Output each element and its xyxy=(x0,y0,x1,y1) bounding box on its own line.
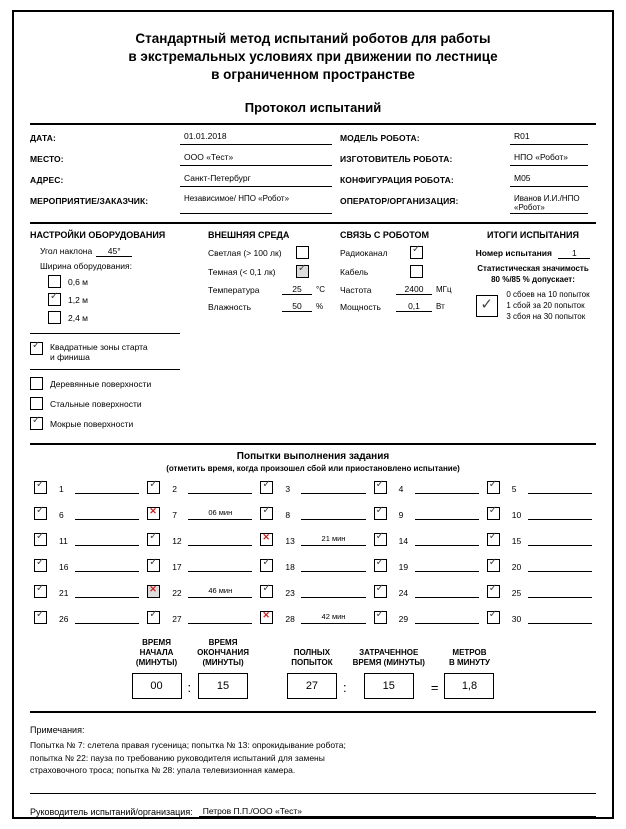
checkbox-icon[interactable] xyxy=(34,611,47,624)
attempt-number: 15 xyxy=(511,536,522,546)
attempt-note[interactable] xyxy=(75,508,139,520)
attempt-note[interactable] xyxy=(415,534,479,546)
attempt-item[interactable] xyxy=(34,507,139,520)
attempt-item[interactable] xyxy=(374,507,479,520)
checkbox-icon[interactable] xyxy=(260,533,273,546)
title-line-2: в экстремальных условиях при движении по лестнице xyxy=(128,49,498,64)
attempts-subtitle: (отметить время, когда произошел сбой или приостановлено испытание) xyxy=(166,464,460,473)
page-subtitle: Протокол испытаний xyxy=(244,100,382,115)
attempt-note[interactable] xyxy=(188,560,252,572)
attempt-note[interactable] xyxy=(188,612,252,624)
elapsed-time-cell xyxy=(353,648,425,699)
attempt-item[interactable] xyxy=(260,585,365,598)
comms-frequency-label: Частота xyxy=(340,284,372,295)
significance-line-2: 80 %/85 % допускает: xyxy=(491,275,575,284)
significance-option-1: 1 сбой за 20 попыток xyxy=(506,301,585,310)
attempt-note[interactable] xyxy=(528,560,592,572)
place-label: МЕСТО: xyxy=(30,154,64,164)
surface-divider xyxy=(30,369,180,370)
settings-columns xyxy=(30,230,596,437)
surface-wet[interactable] xyxy=(30,417,208,430)
checkbox-icon[interactable] xyxy=(260,611,273,624)
rate-value[interactable]: 1,8 xyxy=(444,673,494,699)
notes-line-3: страховочного троса; попытка № 28: упала телевизионная камера. xyxy=(30,765,296,775)
divider-footer xyxy=(30,793,596,794)
attempt-item[interactable] xyxy=(34,533,139,546)
equipment-heading: НАСТРОЙКИ ОБОРУДОВАНИЯ xyxy=(30,230,166,240)
attempt-number: 23 xyxy=(285,588,295,598)
width-option-label: 1,2 м xyxy=(68,294,89,305)
checkbox-icon[interactable] xyxy=(410,246,423,259)
config-label: КОНФИГУРАЦИЯ РОБОТА: xyxy=(340,175,454,185)
checkbox-icon[interactable] xyxy=(260,481,273,494)
comms-column xyxy=(340,230,470,437)
checkbox-icon[interactable] xyxy=(260,559,273,572)
comms-radio-label: Радиоканал xyxy=(340,247,388,258)
attempt-note[interactable] xyxy=(75,586,139,598)
signature-row xyxy=(30,806,596,817)
attempt-item[interactable] xyxy=(34,559,139,572)
attempt-number: 27 xyxy=(172,614,182,624)
surface-start-finish[interactable] xyxy=(30,342,208,362)
totals-row xyxy=(30,638,596,699)
checkbox-icon[interactable] xyxy=(296,265,309,278)
attempt-number: 28 xyxy=(285,614,295,624)
checkbox-icon[interactable] xyxy=(147,507,160,520)
attempt-number: 4 xyxy=(398,484,404,494)
attempt-number: 21 xyxy=(59,588,69,598)
attempt-note[interactable] xyxy=(301,482,365,494)
attempt-item[interactable] xyxy=(260,481,365,494)
attempt-number: 6 xyxy=(59,510,64,520)
start-time-value[interactable]: 00 xyxy=(132,673,182,699)
checkbox-icon[interactable] xyxy=(48,293,61,306)
attempt-item[interactable] xyxy=(374,611,479,624)
checkbox-icon[interactable] xyxy=(487,611,500,624)
env-humidity-value[interactable]: 50 xyxy=(282,301,312,312)
attempt-number: 25 xyxy=(511,588,522,598)
attempt-note[interactable]: 42 мин xyxy=(301,612,365,624)
end-time-cell xyxy=(197,638,249,699)
attempt-note[interactable] xyxy=(301,560,365,572)
surface-wood[interactable] xyxy=(30,377,208,390)
attempts-count-value[interactable]: 27 xyxy=(287,673,337,699)
elapsed-time-value[interactable]: 15 xyxy=(364,673,414,699)
attempt-item[interactable] xyxy=(147,533,252,546)
checkbox-icon[interactable] xyxy=(476,295,498,317)
protocol-frame xyxy=(12,10,614,819)
attempt-note[interactable] xyxy=(188,534,252,546)
elapsed-time-label: ЗАТРАЧЕННОЕ ВРЕМЯ (МИНУТЫ) xyxy=(352,648,425,667)
checkbox-icon[interactable] xyxy=(260,585,273,598)
checkbox-icon[interactable] xyxy=(296,246,309,259)
checkbox-icon[interactable] xyxy=(48,311,61,324)
attempt-item[interactable] xyxy=(34,585,139,598)
attempt-note[interactable] xyxy=(75,482,139,494)
equipment-divider xyxy=(30,333,180,334)
attempt-note[interactable]: 06 мин xyxy=(188,508,252,520)
attempt-item[interactable] xyxy=(374,481,479,494)
attempt-number: 10 xyxy=(511,510,522,520)
divider-top xyxy=(30,123,596,125)
attempt-number: 1 xyxy=(59,484,64,494)
attempt-note[interactable] xyxy=(75,534,139,546)
slope-value[interactable]: 45° xyxy=(96,246,132,257)
place-field[interactable]: ООО «Тест» xyxy=(180,152,332,166)
attempt-number: 11 xyxy=(59,536,68,546)
comms-heading: СВЯЗЬ С РОБОТОМ xyxy=(340,230,429,240)
attempts-title: Попытки выполнения задания xyxy=(236,451,390,462)
surface-label: Деревянные поверхности xyxy=(50,378,152,389)
attempt-item[interactable] xyxy=(260,611,365,624)
attempt-item[interactable] xyxy=(34,611,139,624)
checkbox-icon[interactable] xyxy=(487,507,500,520)
attempt-note[interactable] xyxy=(528,482,592,494)
totals-colon-2: : xyxy=(342,680,347,695)
model-label: МОДЕЛЬ РОБОТА: xyxy=(340,133,420,143)
comms-power-label: Мощность xyxy=(340,301,381,312)
attempt-number: 3 xyxy=(285,484,291,494)
attempt-item[interactable] xyxy=(487,481,592,494)
environment-heading: ВНЕШНЯЯ СРЕДА xyxy=(208,230,290,240)
checkbox-icon[interactable] xyxy=(147,611,160,624)
env-light-row[interactable] xyxy=(208,246,340,259)
attempt-note[interactable] xyxy=(415,482,479,494)
maker-field[interactable]: НПО «Робот» xyxy=(510,152,588,166)
end-time-value[interactable]: 15 xyxy=(198,673,248,699)
rate-cell xyxy=(444,648,494,699)
width-option-label: 2,4 м xyxy=(68,312,89,323)
checkbox-icon[interactable] xyxy=(147,481,160,494)
attempt-note[interactable] xyxy=(415,560,479,572)
attempt-note[interactable] xyxy=(415,508,479,520)
checkbox-icon[interactable] xyxy=(34,507,47,520)
attempt-number: 26 xyxy=(59,614,69,624)
attempt-item[interactable] xyxy=(487,611,592,624)
attempt-item[interactable] xyxy=(487,507,592,520)
config-field[interactable]: M05 xyxy=(510,173,588,187)
title-line-1: Стандартный метод испытаний роботов для работы xyxy=(135,31,491,46)
operator-field[interactable]: Иванов И.И./НПО «Робот» xyxy=(510,194,588,214)
env-temperature-row xyxy=(208,284,340,295)
attempt-item[interactable] xyxy=(147,585,252,598)
attempt-note[interactable] xyxy=(415,612,479,624)
checkbox-icon[interactable] xyxy=(374,559,387,572)
width-option-12[interactable] xyxy=(48,293,208,306)
test-number-value[interactable]: 1 xyxy=(558,248,590,259)
comms-cable-row[interactable] xyxy=(340,265,470,278)
attempt-item[interactable] xyxy=(34,481,139,494)
header-info xyxy=(30,131,596,214)
notes-line-1: Попытка № 7: слетела правая гусеница; попытка № 13: опрокидывание робота; xyxy=(30,740,346,750)
attempt-item[interactable] xyxy=(374,585,479,598)
checkbox-icon[interactable] xyxy=(147,559,160,572)
comms-cable-label: Кабель xyxy=(340,266,369,277)
attempt-item[interactable] xyxy=(147,481,252,494)
attempts-count-cell xyxy=(287,648,337,699)
checkbox-icon[interactable] xyxy=(487,585,500,598)
rate-label: МЕТРОВ В МИНУТУ xyxy=(448,648,490,667)
slope-label: Угол наклона xyxy=(40,246,93,256)
env-humidity-unit: % xyxy=(316,302,324,311)
attempt-note[interactable] xyxy=(528,612,592,624)
start-time-cell xyxy=(132,638,182,699)
attempt-item[interactable] xyxy=(147,559,252,572)
attempt-number: 9 xyxy=(398,510,404,520)
start-time-label: ВРЕМЯ НАЧАЛА (МИНУТЫ) xyxy=(135,638,178,667)
checkbox-icon[interactable] xyxy=(147,533,160,546)
attempt-number: 2 xyxy=(172,484,177,494)
comms-frequency-unit: МГц xyxy=(436,285,452,294)
surface-label: Квадратные зоны старта и финиша xyxy=(50,342,148,362)
checkbox-icon[interactable] xyxy=(34,481,47,494)
checkbox-icon[interactable] xyxy=(34,533,47,546)
width-option-06[interactable] xyxy=(48,275,208,288)
attempt-item[interactable] xyxy=(374,559,479,572)
attempt-number: 7 xyxy=(172,510,177,520)
attempt-note[interactable] xyxy=(528,586,592,598)
attempt-item[interactable] xyxy=(260,507,365,520)
attempt-note[interactable] xyxy=(188,482,252,494)
checkbox-icon[interactable] xyxy=(147,585,160,598)
notes-line-2: попытка № 22: пауза по требованию руководителя испытаний для замены xyxy=(30,752,325,763)
attempt-note[interactable] xyxy=(301,508,365,520)
checkbox-icon[interactable] xyxy=(374,481,387,494)
attempt-note[interactable] xyxy=(528,534,592,546)
attempt-item[interactable] xyxy=(374,533,479,546)
checkbox-icon[interactable] xyxy=(30,342,43,355)
attempt-number: 17 xyxy=(172,562,182,572)
checkbox-icon[interactable] xyxy=(410,265,423,278)
significance-option-0: 0 сбоев на 10 попыток xyxy=(506,290,590,299)
attempt-item[interactable] xyxy=(260,533,365,546)
attempt-number: 20 xyxy=(511,562,522,572)
attempt-number: 19 xyxy=(398,562,409,572)
surface-label: Мокрые поверхности xyxy=(50,418,134,429)
comms-frequency-value[interactable]: 2400 xyxy=(396,284,432,295)
attempt-note[interactable] xyxy=(528,508,592,520)
surface-label: Стальные поверхности xyxy=(50,398,142,409)
end-time-label: ВРЕМЯ ОКОНЧАНИЯ (МИНУТЫ) xyxy=(197,638,249,667)
totals-equals: = xyxy=(430,680,439,695)
checkbox-icon[interactable] xyxy=(374,507,387,520)
checkbox-icon[interactable] xyxy=(374,585,387,598)
env-dark-label: Темная (< 0,1 лк) xyxy=(208,266,276,277)
attempt-number: 30 xyxy=(511,614,522,624)
title-line-3: в ограниченном пространстве xyxy=(211,67,415,82)
attempt-note[interactable] xyxy=(75,560,139,572)
significance-selection[interactable] xyxy=(470,289,596,322)
signature-value[interactable]: Петров П.П./ООО «Тест» xyxy=(199,806,596,817)
attempts-grid xyxy=(34,481,592,624)
totals-colon-1: : xyxy=(187,680,192,695)
attempt-item[interactable] xyxy=(487,533,592,546)
checkbox-icon[interactable] xyxy=(34,585,47,598)
attempt-number: 12 xyxy=(172,536,182,546)
attempt-note[interactable] xyxy=(415,586,479,598)
checkbox-icon[interactable] xyxy=(30,377,43,390)
attempt-item[interactable] xyxy=(260,559,365,572)
width-option-label: 0,6 м xyxy=(68,276,89,287)
attempt-number: 13 xyxy=(285,536,295,546)
width-option-24[interactable] xyxy=(48,311,208,324)
attempt-item[interactable] xyxy=(487,559,592,572)
checkbox-icon[interactable] xyxy=(48,275,61,288)
attempt-number: 16 xyxy=(59,562,69,572)
attempt-item[interactable] xyxy=(147,611,252,624)
attempt-number: 29 xyxy=(398,614,409,624)
checkbox-icon[interactable] xyxy=(30,417,43,430)
attempt-number: 22 xyxy=(172,588,182,598)
significance-options xyxy=(506,289,589,322)
significance-text xyxy=(470,263,596,285)
comms-power-value[interactable]: 0,1 xyxy=(396,301,432,312)
attempt-note[interactable] xyxy=(301,586,365,598)
date-field[interactable]: 01.01.2018 xyxy=(180,131,332,145)
comms-power-row xyxy=(340,301,470,312)
page-title xyxy=(30,30,596,84)
env-temperature-unit: °С xyxy=(316,285,325,294)
slope-row xyxy=(40,246,208,257)
env-humidity-row xyxy=(208,301,340,312)
attempt-note[interactable]: 21 мин xyxy=(301,534,365,546)
test-number-label: Номер испытания xyxy=(475,248,552,258)
width-label: Ширина оборудования: xyxy=(40,261,132,271)
divider-notes xyxy=(30,711,596,713)
comms-radio-row[interactable] xyxy=(340,246,470,259)
results-column xyxy=(470,230,596,437)
divider-attempts xyxy=(30,443,596,445)
significance-option-2: 3 сбоя на 30 попыток xyxy=(506,312,586,321)
attempt-number: 24 xyxy=(398,588,409,598)
checkbox-icon[interactable] xyxy=(34,559,47,572)
attempt-item[interactable] xyxy=(147,507,252,520)
attempt-number: 18 xyxy=(285,562,295,572)
maker-label: ИЗГОТОВИТЕЛЬ РОБОТА: xyxy=(340,154,453,164)
comms-frequency-row xyxy=(340,284,470,295)
checkbox-icon[interactable] xyxy=(374,611,387,624)
operator-label: ОПЕРАТОР/ОРГАНИЗАЦИЯ: xyxy=(340,196,459,206)
attempt-item[interactable] xyxy=(487,585,592,598)
checkbox-icon[interactable] xyxy=(374,533,387,546)
equipment-column xyxy=(30,230,208,437)
env-humidity-label: Влажность xyxy=(208,301,252,312)
environment-column xyxy=(208,230,340,437)
attempt-note[interactable]: 46 мин xyxy=(188,586,252,598)
notes-section xyxy=(30,725,596,777)
attempt-note[interactable] xyxy=(75,612,139,624)
event-field[interactable]: Независимое/ НПО «Робот» xyxy=(180,194,332,214)
address-label: АДРЕС: xyxy=(30,175,64,185)
env-light-label: Светлая (> 100 лк) xyxy=(208,247,282,258)
env-temperature-label: Температура xyxy=(208,284,260,295)
env-temperature-value[interactable]: 25 xyxy=(282,284,312,295)
significance-line-1: Статистическая значимость xyxy=(477,264,589,273)
signature-label: Руководитель испытаний/организация: xyxy=(30,806,193,817)
address-field[interactable]: Санкт-Петербург xyxy=(180,173,332,187)
notes-heading: Примечания: xyxy=(30,725,85,735)
attempt-number: 5 xyxy=(511,484,517,494)
attempt-number: 8 xyxy=(285,510,291,520)
event-label: МЕРОПРИЯТИЕ/ЗАКАЗЧИК: xyxy=(30,196,149,206)
date-label: ДАТА: xyxy=(30,133,56,143)
attempt-number: 14 xyxy=(398,536,409,546)
checkbox-icon[interactable] xyxy=(487,559,500,572)
checkbox-icon[interactable] xyxy=(487,481,500,494)
model-field[interactable]: R01 xyxy=(510,131,588,145)
env-dark-row[interactable] xyxy=(208,265,340,278)
surface-steel[interactable] xyxy=(30,397,208,410)
attempts-count-label: ПОЛНЫХ ПОПЫТОК xyxy=(291,648,333,667)
checkbox-icon[interactable] xyxy=(260,507,273,520)
comms-power-unit: Вт xyxy=(436,302,445,311)
checkbox-icon[interactable] xyxy=(487,533,500,546)
results-heading: ИТОГИ ИСПЫТАНИЯ xyxy=(487,230,579,240)
checkbox-icon[interactable] xyxy=(30,397,43,410)
divider-sections xyxy=(30,222,596,224)
